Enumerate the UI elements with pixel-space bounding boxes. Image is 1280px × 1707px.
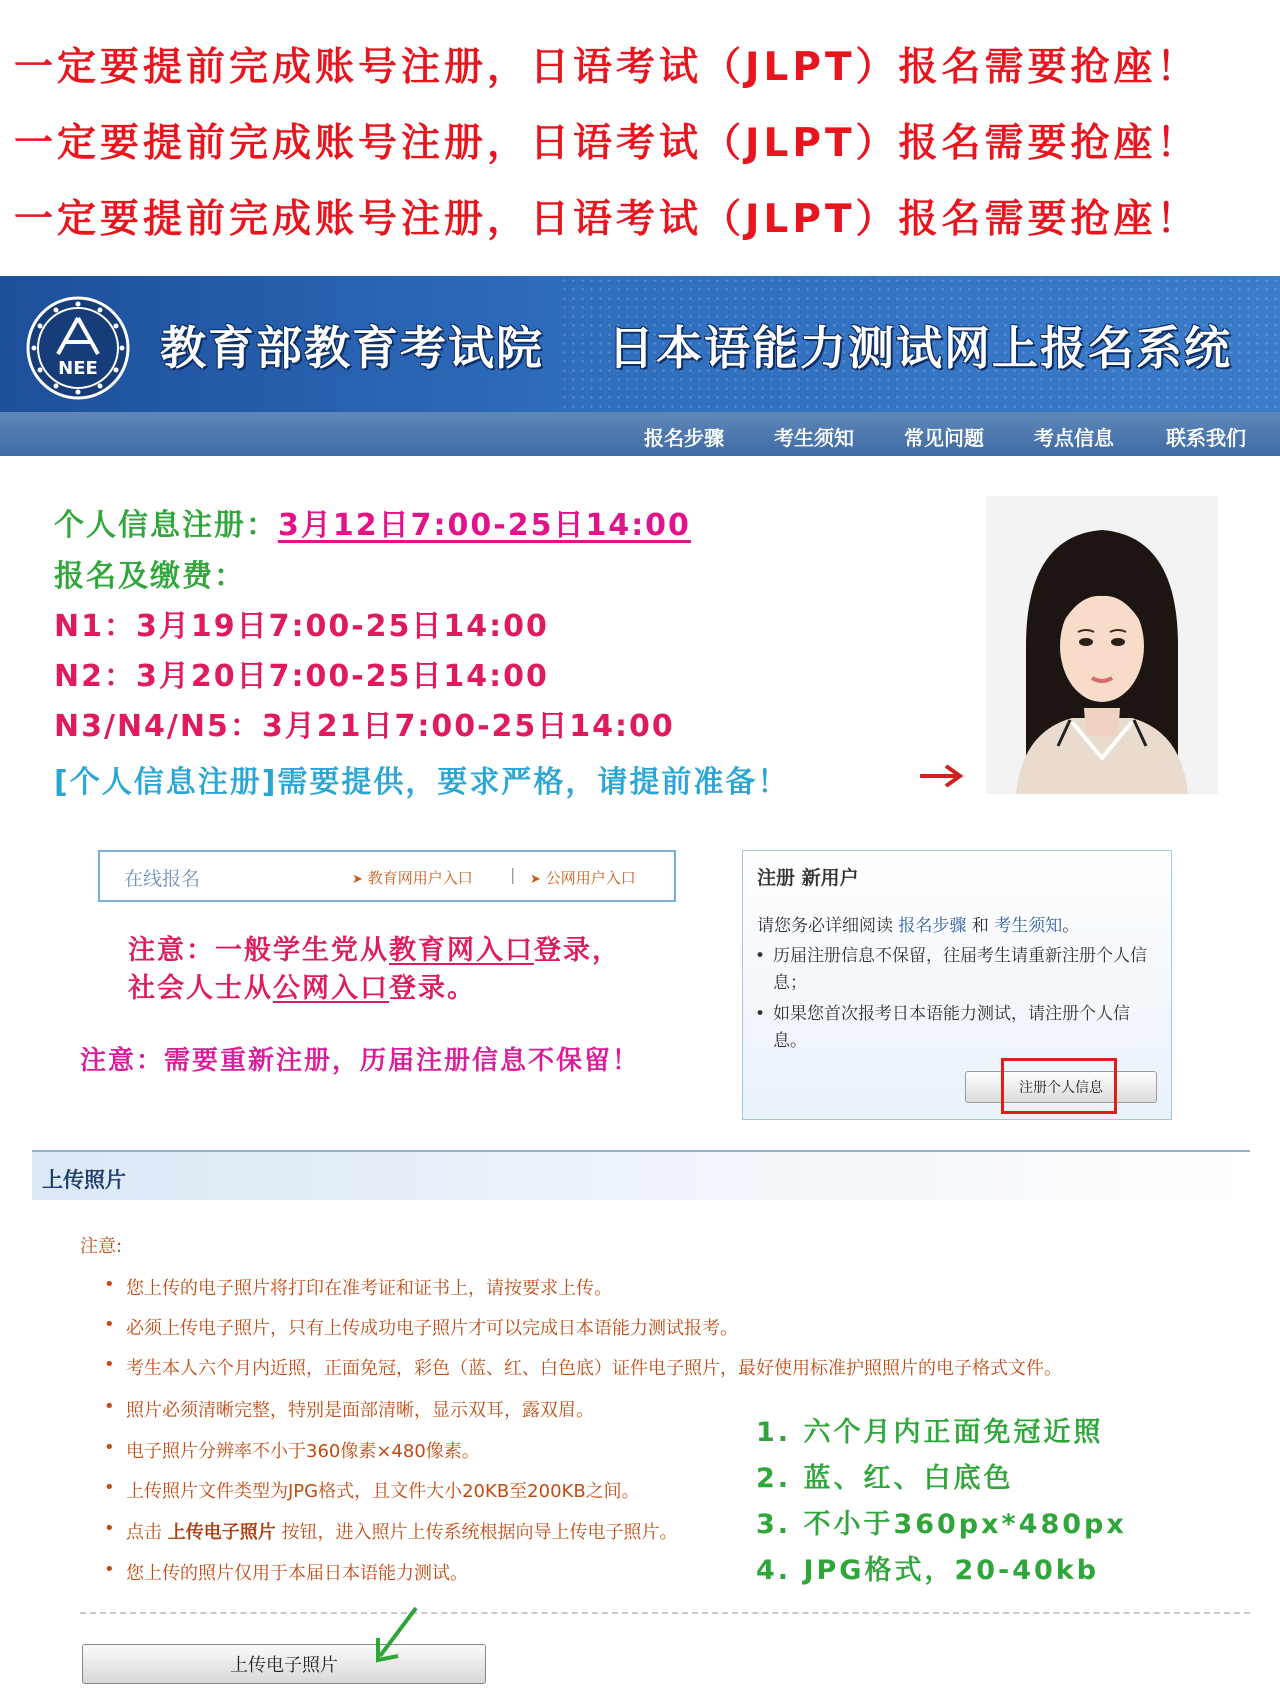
requirement-2: 2. 蓝、红、白底色 [756, 1463, 1014, 1494]
nee-logo-icon [26, 296, 130, 400]
banner-org-title: 教育部教育考试院 [160, 321, 544, 375]
dashed-divider [80, 1612, 1250, 1614]
warning-line-3: 一定要提前完成账号注册，日语考试（JLPT）报名需要抢座！ [14, 197, 1200, 242]
logo-text: NEE [58, 358, 98, 379]
login-note-students [128, 928, 621, 967]
pointer-arrow-icon: ➤ [530, 872, 541, 887]
upload-photo-button[interactable]: 上传电子照片 [82, 1644, 486, 1684]
register-panel-title: 注册 新用户 [757, 867, 859, 889]
register-bullet-2: • 如果您首次报考日本语能力测试，请注册个人信息。 [773, 1001, 1153, 1055]
upload-rule-6: • 上传照片文件类型为JPG格式，且文件大小20KB至200KB之间。 [126, 1477, 640, 1503]
warning-line-1: 一定要提前完成账号注册，日语考试（JLPT）报名需要抢座！ [14, 45, 1200, 90]
note-public-entry-text: 公网入口 [273, 973, 389, 1004]
requirement-1: 1. 六个月内正面免冠近照 [756, 1417, 1104, 1448]
upload-photo-title: 上传照片 [42, 1168, 126, 1192]
n1-schedule: N1：3月19日7:00-25日14:00 [54, 609, 549, 644]
notice-link[interactable]: 考生须知 [994, 916, 1063, 936]
upload-photo-header [32, 1150, 1250, 1200]
entry-separator: | [510, 865, 516, 884]
requirement-4: 4. JPG格式，20-40kb [756, 1555, 1100, 1586]
login-note-public [128, 966, 476, 1005]
note-text: 注意：一般学生党从 [128, 935, 389, 966]
n345-schedule: N3/N4/N5：3月21日7:00-25日14:00 [54, 709, 675, 744]
rereg-note: 注意：需要重新注册，历届注册信息不保留！ [80, 1046, 641, 1076]
register-bullet-1: • 历届注册信息不保留，往届考生请重新注册个人信息； [773, 943, 1153, 997]
steps-link[interactable]: 报名步骤 [898, 916, 967, 936]
nav-item-test-sites[interactable]: 考点信息 [1034, 426, 1114, 450]
read-text: 请您务必详细阅读 [757, 916, 893, 936]
online-registration-box [98, 850, 676, 902]
upload-rule-4: • 照片必须清晰完整，特别是面部清晰，显示双耳，露双眉。 [126, 1396, 594, 1422]
reg-schedule [54, 500, 691, 544]
read-text: 。 [1062, 916, 1080, 936]
upload-rule-8: • 您上传的照片仅用于本届日本语能力测试。 [126, 1559, 468, 1585]
pay-label: 报名及缴费： [54, 559, 246, 594]
upload-rule-3: • 考生本人六个月内近照，正面免冠，彩色（蓝、红、白色底）证件电子照片，最好使用标准护照照片的电子格式文件。 [126, 1354, 1062, 1380]
note-edu-entry-text: 教育网入口 [389, 935, 534, 966]
highlight-frame [1001, 1058, 1117, 1114]
register-read-note [757, 911, 1079, 936]
site-banner [0, 276, 1280, 412]
note-text: 登录。 [389, 973, 476, 1004]
edu-network-entry-label: 教育网用户入口 [367, 869, 473, 887]
prep-note: [个人信息注册]需要提供，要求严格，请提前准备！ [54, 765, 790, 800]
upload-rule-2: • 必须上传电子照片，只有上传成功电子照片才可以完成日本语能力测试报考。 [126, 1314, 738, 1340]
top-nav [0, 412, 1280, 456]
right-arrow-icon [918, 762, 964, 790]
rule-text: 点击 [126, 1522, 162, 1543]
public-network-entry-link[interactable] [530, 867, 636, 888]
reg-label: 个人信息注册： [54, 508, 278, 543]
upload-rule-5: • 电子照片分辨率不小于360像素×480像素。 [126, 1437, 480, 1463]
n2-schedule: N2：3月20日7:00-25日14:00 [54, 659, 549, 694]
edu-network-entry-link[interactable] [352, 867, 473, 888]
note-text: 社会人士从 [128, 973, 273, 1004]
requirement-3: 3. 不小于360px*480px [756, 1509, 1127, 1540]
nav-item-contact[interactable]: 联系我们 [1166, 426, 1246, 450]
upload-rule-1: • 您上传的电子照片将打印在准考证和证书上，请按要求上传。 [126, 1274, 612, 1300]
register-personal-info-button[interactable]: 注册个人信息 [965, 1071, 1157, 1103]
upload-note-label: 注意: [80, 1236, 123, 1257]
online-registration-label: 在线报名 [124, 868, 201, 890]
public-network-entry-label: 公网用户入口 [545, 869, 636, 887]
reg-time: 3月12日7:00-25日14:00 [278, 508, 691, 543]
warning-line-2: 一定要提前完成账号注册，日语考试（JLPT）报名需要抢座！ [14, 121, 1200, 166]
upload-rule-7 [126, 1518, 677, 1544]
rule-text: 按钮，进入照片上传系统根据向导上传电子照片。 [281, 1522, 678, 1543]
banner-system-title: 日本语能力测试网上报名系统 [608, 321, 1232, 375]
read-text: 和 [971, 916, 989, 936]
pointing-arrow-icon [372, 1604, 422, 1664]
nav-item-notice[interactable]: 考生须知 [774, 426, 854, 450]
nav-item-steps[interactable]: 报名步骤 [644, 426, 724, 450]
pointer-arrow-icon: ➤ [352, 872, 363, 887]
rule-bold-text: 上传电子照片 [167, 1522, 276, 1543]
id-photo-example [986, 496, 1218, 794]
nav-item-faq[interactable]: 常见问题 [904, 426, 984, 450]
note-text: 登录， [534, 935, 621, 966]
